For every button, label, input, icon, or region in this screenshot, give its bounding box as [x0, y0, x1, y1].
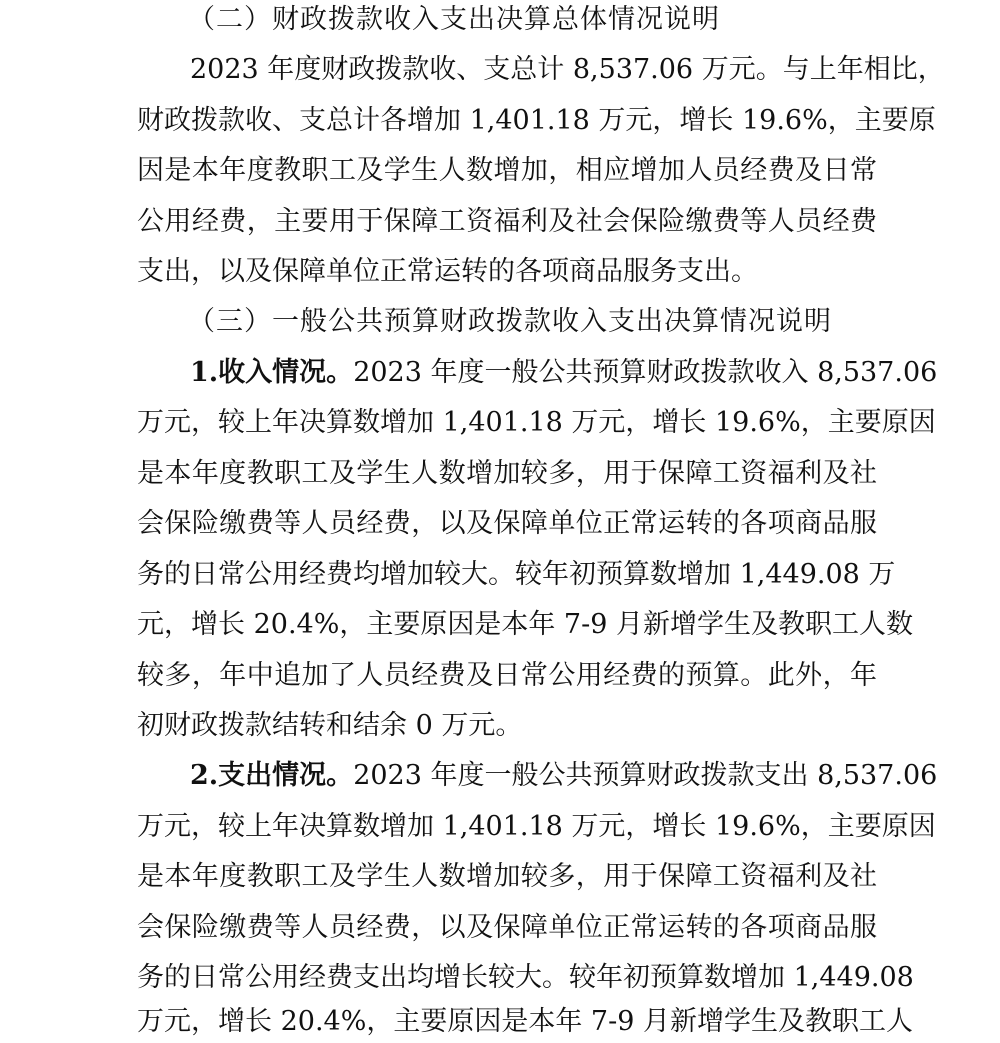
paragraph-line: 财政拨款收、支总计各增加 1,401.18 万元，增长 19.6%，主要原 — [137, 105, 936, 136]
paragraph-line: 务的日常公用经费均增加较大。较年初预算数增加 1,449.08 万 — [137, 559, 896, 590]
expense-label: 2.支出情况。 — [190, 760, 354, 791]
paragraph-line: 务的日常公用经费支出均增长较大。较年初预算数增加 1,449.08 — [137, 962, 914, 993]
paragraph-line: 2023 年度财政拨款收、支总计 8,537.06 万元。与上年相比， — [190, 54, 945, 85]
paragraph-line: 是本年度教职工及学生人数增加较多，用于保障工资福利及社 — [137, 861, 877, 892]
paragraph-line: 万元，较上年决算数增加 1,401.18 万元，增长 19.6%，主要原因 — [137, 811, 936, 842]
paragraph-line: 万元，增长 20.4%，主要原因是本年 7-9 月新增学生及教职工人 — [137, 1006, 913, 1037]
income-label: 1.收入情况。 — [190, 357, 354, 388]
paragraph-line: 会保险缴费等人员经费，以及保障单位正常运转的各项商品服 — [137, 508, 877, 539]
expense-first-text: 2023 年度一般公共预算财政拨款支出 8,537.06 — [353, 760, 938, 791]
income-first-line — [190, 353, 938, 393]
section-heading-3: （三）一般公共预算财政拨款收入支出决算情况说明 — [188, 306, 832, 337]
paragraph-line: 公用经费，主要用于保障工资福利及社会保险缴费等人员经费 — [137, 206, 877, 237]
paragraph-line: 支出，以及保障单位正常运转的各项商品服务支出。 — [137, 256, 758, 287]
income-first-text: 2023 年度一般公共预算财政拨款收入 8,537.06 — [353, 357, 938, 388]
paragraph-line: 元，增长 20.4%，主要原因是本年 7-9 月新增学生及教职工人数 — [137, 609, 913, 640]
paragraph-line: 初财政拨款结转和结余 0 万元。 — [137, 710, 523, 741]
expense-first-line — [190, 756, 938, 796]
paragraph-line: 万元，较上年决算数增加 1,401.18 万元，增长 19.6%，主要原因 — [137, 407, 936, 438]
paragraph-line: 会保险缴费等人员经费，以及保障单位正常运转的各项商品服 — [137, 912, 877, 943]
paragraph-line: 是本年度教职工及学生人数增加较多，用于保障工资福利及社 — [137, 458, 877, 489]
paragraph-line: 因是本年度教职工及学生人数增加，相应增加人员经费及日常 — [137, 155, 877, 186]
section-heading-2: （二）财政拨款收入支出决算总体情况说明 — [188, 4, 720, 35]
paragraph-line: 较多，年中追加了人员经费及日常公用经费的预算。此外，年 — [137, 660, 877, 691]
